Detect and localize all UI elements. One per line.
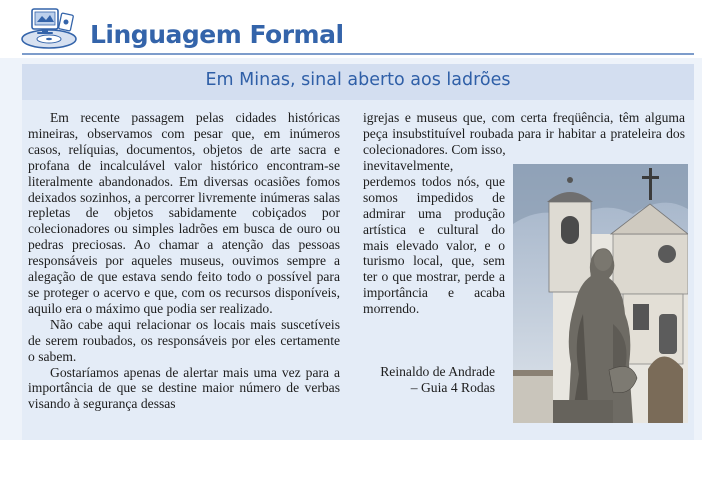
section-header bbox=[0, 0, 702, 58]
article-left-column bbox=[28, 110, 340, 412]
article-paragraph: Em recente passagem pelas cidades históricas mineiras, observamos com pesar que, em inúmeros casos, relíquias, documentos, objetos de arte sacra e profana de incalculável valor histórico encontram-se literalmente abandonados. Em diversas ocasiões fomos deixados sozinhos, a percorrer livremente inúmeras salas repletas de objetos sabidamente cobiçados por colecionadores ou simples ladrões em busca de ouro ou pedras preciosas. Ao chamar a atenção das pessoas responsáveis por aqueles museus, ouvimos sempre a alegação de que estava sendo feito todo o possível para se proteger o acervo e que, com os recursos disponíveis, aquilo era o máximo que podia ser realizado. bbox=[28, 110, 340, 316]
article-headline: Em Minas, sinal aberto aos ladrões bbox=[205, 70, 511, 90]
header-divider bbox=[22, 53, 694, 55]
article-paragraph: Não cabe aqui relacionar os locais mais suscetíveis de serem roubados, os responsáveis por eles certamente o sabem. bbox=[28, 316, 340, 364]
computer-disc-logo-icon bbox=[20, 6, 78, 50]
article-signature bbox=[363, 364, 495, 396]
article-paragraph: Gostaríamos apenas de alertar mais uma vez para a importância de que se destine maior número de verbas visando à segurança dessas bbox=[28, 364, 340, 412]
author-source: – Guia 4 Rodas bbox=[410, 380, 495, 395]
article-right-column-top bbox=[363, 110, 685, 158]
article-right-column-wrap bbox=[363, 158, 505, 317]
article-paragraph-continuation: inevitavelmente, perdemos todos nós, que somos impedidos de admirar uma produção artística e cultural do mais elevado valor, e o turismo local, que, sem ter o que mostrar, perde a importância e acaba morrendo. bbox=[363, 158, 505, 317]
section-title: Linguagem Formal bbox=[90, 20, 344, 49]
article-paragraph-continuation: igrejas e museus que, com certa freqüência, têm alguma peça insubstituível roubada para ir habitar a prateleira dos colecionadores. Com isso, bbox=[363, 110, 685, 157]
church-statue-photo bbox=[513, 164, 688, 423]
author-name: Reinaldo de Andrade bbox=[380, 364, 495, 379]
